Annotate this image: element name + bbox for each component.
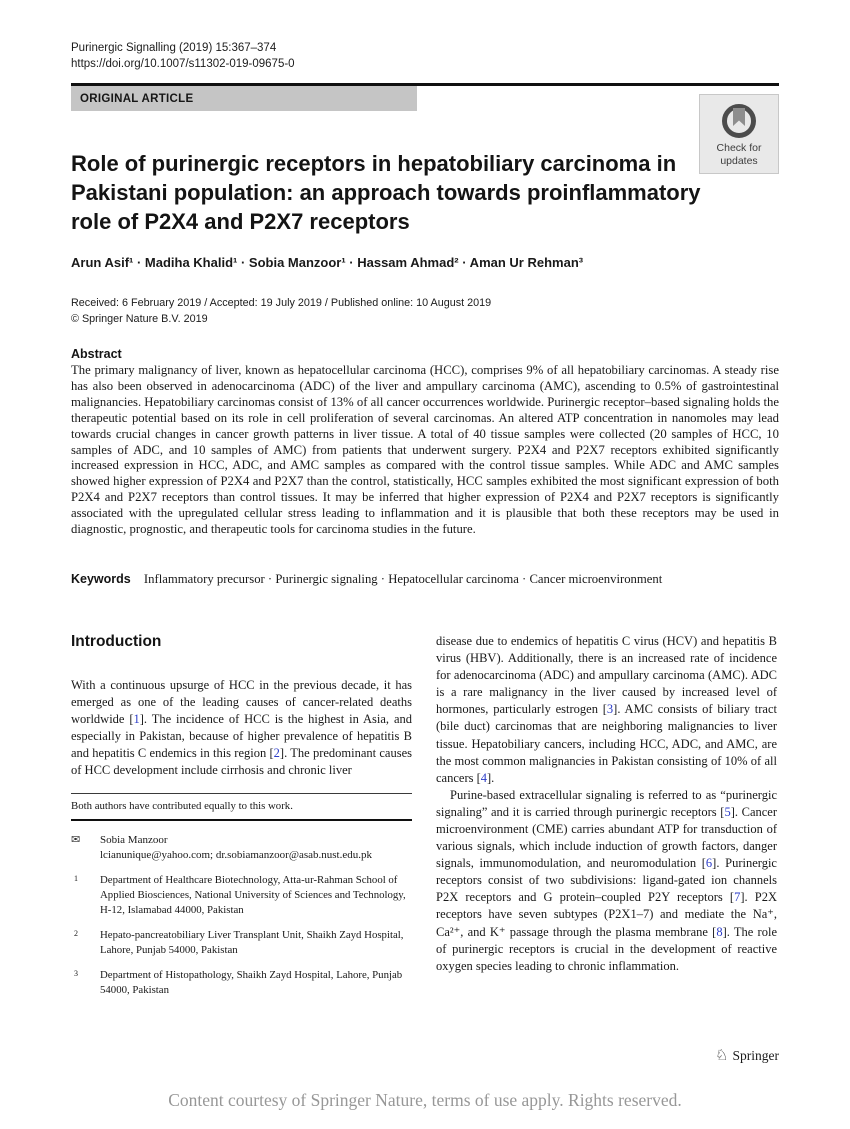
article-type-banner xyxy=(71,86,417,111)
content-courtesy-notice: Content courtesy of Springer Nature, terms of use apply. Rights reserved. xyxy=(168,1090,682,1110)
corresponding-author-name: Sobia Manzoor xyxy=(100,834,168,847)
reference-link[interactable]: 7 xyxy=(734,890,741,905)
journal-header xyxy=(71,40,779,72)
affiliation-text: Hepato-pancreatobiliary Liver Transplant Unit, Shaikh Zayd Hospital, Lahore, Punjab 54000, Pakistan xyxy=(100,929,404,957)
affiliation-number: 1 xyxy=(74,874,78,884)
page-title: Role of purinergic receptors in hepatobiliary carcinoma in Pakistani population: an approach towards proinflammatory role of P2X4 and P2X7 receptors xyxy=(71,151,701,234)
keywords-section xyxy=(71,572,779,587)
footnote-block xyxy=(71,793,412,999)
intro-paragraph-left: With a continuous upsurge of HCC in the previous decade, it has emerged as one of the leading causes of cancer-related deaths worldwide [1]. The incidence of HCC is the highest in Asia, and especially in Pakistan, because of higher prevalence of hepatitis B and hepatitis C endemics in this region [2]. The predominant causes of HCC development include cirrhosis and chronic liver xyxy=(71,677,413,778)
corresponding-author-emails[interactable]: lcianunique@yahoo.com; dr.sobiamanzoor@asab.nust.edu.pk xyxy=(100,849,372,862)
check-updates-icon xyxy=(720,102,758,140)
footnote-rule xyxy=(71,819,412,822)
article-type-label: ORIGINAL ARTICLE xyxy=(80,92,194,105)
right-column xyxy=(436,633,777,998)
intro-paragraph-right-2: Purine-based extracellular signaling is referred to as “purinergic signaling” and it is carried through purinergic receptors [5]. Cancer microenvironment (CME) carries abundant ATP for transduction of various signals, which include induction of growth factors, danger signals, immunomodulation, and neuromodulation [6]. Purinergic receptors consist of two subdivisions: ligand-gated ion channels P2X receptors and G protein–coupled P2Y receptors [7]. P2X receptors have seven subtypes (P2X1–7) and mediate the Na⁺, Ca²⁺, and K⁺ passage through the plasma membrane [8]. The role of purinergic receptors is crucial in the development of reactive oxygen species leading to chronic inflammation. xyxy=(436,787,777,973)
affiliation-item xyxy=(71,928,412,958)
publisher-name: Springer xyxy=(732,1047,779,1063)
equal-contribution-note: Both authors have contributed equally to this work. xyxy=(71,793,412,819)
introduction-heading: Introduction xyxy=(71,632,162,650)
left-column xyxy=(71,633,412,998)
author-list: Arun Asif¹ · Madiha Khalid¹ · Sobia Manzoor¹ · Hassam Ahmad² · Aman Ur Rehman³ xyxy=(71,255,584,270)
affiliation-item xyxy=(71,873,412,918)
affiliation-number: 3 xyxy=(74,969,78,979)
journal-citation: Purinergic Signalling (2019) 15:367–374 xyxy=(71,42,277,54)
intro-paragraph-right-1: disease due to endemics of hepatitis C virus (HCV) and hepatitis B virus (HBV). Additionally, there is an increased rate of incidence for adenocarcinoma (ADC) and ampullary carcinoma (AMC). ADC is a rare malignancy in the liver caused by increased level of hormones, particularly estrogen [3]. AMC consists of biliary tract (bile duct) carcinomas that are neighboring malignancies to liver tissue. Hepatobiliary cancers, including HCC, ADC, and AMC, are the most common malignancies in Pakistan consisting of 10% of all cancers [4]. xyxy=(436,633,777,785)
affiliation-text: Department of Healthcare Biotechnology, Atta-ur-Rahman School of Applied Biosciences, National University of Sciences and Technology, H-12, Islamabad 44000, Pakistan xyxy=(100,874,406,917)
abstract-section xyxy=(71,347,779,538)
check-for-updates-badge[interactable] xyxy=(699,94,779,174)
affiliation-number: 2 xyxy=(74,929,78,939)
reference-link[interactable]: 1 xyxy=(133,712,140,727)
affiliation-text: Department of Histopathology, Shaikh Zayd Hospital, Lahore, Punjab 54000, Pakistan xyxy=(100,969,403,997)
envelope-icon: ✉ xyxy=(71,834,81,847)
two-column-body xyxy=(71,633,779,998)
received-accepted-line: Received: 6 February 2019 / Accepted: 19 July 2019 / Published online: 10 August 2019 xyxy=(71,297,492,309)
check-updates-label: Check for updates xyxy=(716,142,762,167)
abstract-text: The primary malignancy of liver, known as hepatocellular carcinoma (HCC), comprises 9% of all hepatobiliary carcinomas. A steady rise has also been observed in adenocarcinoma (ADC) of the liver and ampullary carcinoma (AMC), ascending to 0.5% of gastrointestinal malignancies. Hepatobiliary carcinomas consist of 13% of all cancer occurrences worldwide. Purinergic receptor–based signaling holds the therapeutic potential based on its role in cell proliferation of several carcinomas. An altered ATP concentration in nanomoles may lead towards crucial changes in cancer growth patterns in liver tissue. A total of 40 tissue samples were collected (20 samples of HCC, 10 samples of ADC, and 10 samples of AMC) from patients that underwent surgery. P2X4 and P2X7 receptors exhibited significantly increased expression in HCC, ADC, and AMC samples as compared with the control tissue samples. While ADC and AMC samples showed higher expression of P2X4 and P2X7 than the control, statistically, HCC samples exhibited the most significant expression of both P2X4 and P2X7 receptors than control tissues. It may be inferred that higher expression of P2X4 and P2X7 receptors is significantly associated with the upregulated cellular stress leading to inflammation and it is plausible that both these receptors may be used in diagnostic, prognostic, and therapeutic tools for carcinoma studies in the future. xyxy=(71,363,779,537)
reference-link[interactable]: 8 xyxy=(716,924,723,939)
doi-link[interactable]: https://doi.org/10.1007/s11302-019-09675-0 xyxy=(71,58,295,70)
keywords-list: Inflammatory precursor · Purinergic signaling · Hepatocellular carcinoma · Cancer microenvironment xyxy=(143,571,663,586)
springer-logo xyxy=(715,1046,779,1065)
reference-link[interactable]: 4 xyxy=(480,770,488,785)
reference-link[interactable]: 5 xyxy=(724,804,731,819)
reference-link[interactable]: 6 xyxy=(705,856,713,871)
article-history xyxy=(71,295,779,327)
keywords-heading: Keywords xyxy=(71,571,131,586)
springer-knight-icon: ♘ xyxy=(715,1048,729,1064)
correspondence-block xyxy=(71,833,412,863)
reference-link[interactable]: 3 xyxy=(606,702,614,717)
reference-link[interactable]: 2 xyxy=(273,746,280,761)
abstract-heading: Abstract xyxy=(71,347,122,361)
copyright-line: © Springer Nature B.V. 2019 xyxy=(71,313,208,325)
affiliation-item xyxy=(71,968,412,998)
